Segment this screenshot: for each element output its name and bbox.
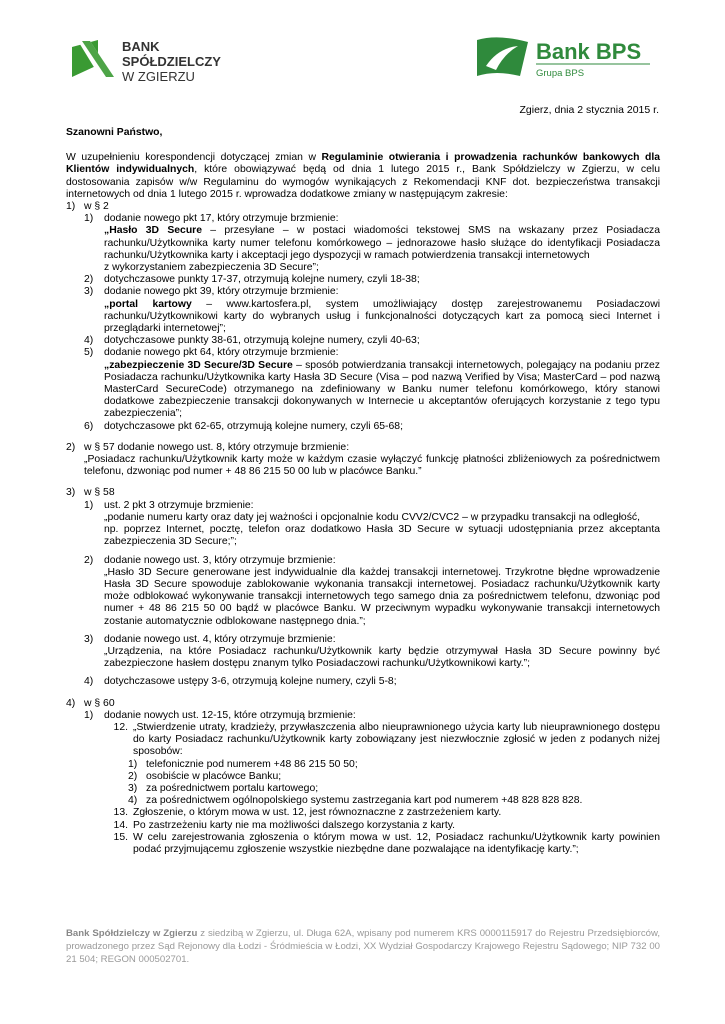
item-text: telefonicznie pod numerem +48 86 215 50 50; <box>146 758 358 770</box>
list-item <box>84 213 660 274</box>
section-2 <box>66 442 660 479</box>
item-text: dodanie nowego pkt 17, który otrzymuje brzmienie: <box>104 213 339 225</box>
list-number: 1) <box>84 499 94 511</box>
item-text: Zgłoszenie, o którym mowa w ust. 12, jest równoznaczne z zastrzeżeniem karty. <box>133 807 502 819</box>
list-number: 3) <box>66 487 76 499</box>
quote-text-cont: np. poprzez Internet, pocztę, telefon oraz dodatkowo Hasła 3D Secure w sytuacji udostępniania przez akceptanta zabezpieczenia 3D Secure;”; <box>104 524 660 548</box>
paragraph-13 <box>104 807 660 819</box>
list-item <box>84 347 660 420</box>
item-text: ust. 2 pkt 3 otrzymuje brzmienie: <box>104 499 254 511</box>
list-item <box>84 676 660 688</box>
quote-text: „podanie numeru karty oraz daty jej ważności i opcjonalnie kodu CVV2/CVC2 – w przypadku transakcji na odległość, <box>104 511 640 523</box>
item-text: dodanie nowych ust. 12-15, które otrzymują brzmienie: <box>104 709 356 721</box>
list-number: 4) <box>66 697 76 709</box>
intro-paragraph <box>66 152 660 201</box>
logo-bps-sub: Grupa BPS <box>536 68 585 79</box>
term-definition: – sposób potwierdzania transakcji internetowych, polegający na podaniu przez Posiadacza rachunku/Użytkownika karty Hasła 3D Secure (Visa – pod nazwą Verified by Visa; MasterCard – pod nazwą MasterCard SecureCode) otrzymanego na zdefiniowany w Banku numer telefonu komórkowego, który stanowi dodatkowe zabezpieczenie transakcji dokonywanych w Internecie u akceptantów oferujących korzystanie z tego typu zabezpieczenia”; <box>104 359 661 420</box>
sub-item <box>128 771 660 783</box>
list-number: 2) <box>66 441 76 453</box>
section-1 <box>66 201 660 213</box>
footer-text: z siedzibą w Zgierzu, ul. Długa 62A, wpisany pod numerem KRS 0000115917 do Rejestru Przedsiębiorców, prowadzonego przez Sąd Rejonowy dla Łodzi - Śródmieścia w Łodzi, XX Wydział Gospodarczy Krajowego Rejestru Sądowego; NIP 732 00 21 504; REGON 000502701. <box>66 928 661 965</box>
list-number: 1) <box>84 213 94 225</box>
section-title: w § 60 <box>84 697 115 709</box>
list-item <box>84 500 660 549</box>
intro-text-2: , które obowiązywać będą od dnia 1 lutego 2015 r., Bank Spółdzielczy w Zgierzu, w celu dostosowania zapisów w/w Regulaminu do wymogów wynikających z Rekomendacji KNF dot. bezpieczeństwa transakcji internetowych od dnia 1 lutego 2015 r. wprowadza dodatkowe zmiany w następującym zakresie: <box>66 164 660 200</box>
logo-line1: BANK <box>122 39 160 54</box>
bank-spoldzielczy-logo <box>70 37 240 88</box>
item-text: dodanie nowego ust. 3, który otrzymuje brzmienie: <box>104 554 336 566</box>
list-item <box>84 421 660 433</box>
list-number: 2) <box>128 770 138 782</box>
footer-bank-name: Bank Spółdzielczy w Zgierzu <box>66 928 198 939</box>
item-text: dotychczasowe punkty 17-37, otrzymują kolejne numery, czyli 18-38; <box>104 274 420 286</box>
page-footer <box>66 928 660 966</box>
list-number: 4) <box>84 335 94 347</box>
list-number: 1) <box>84 709 94 721</box>
term-definition: – www.kartosfera.pl, system umożliwiający dostęp zarejestrowanemu Posiadaczowi rachunku/Użytkownikowi karty do wybranych usług i funkcjonalności dotyczących kart za pomocą sieci Internet i przeglądarki internetowej”; <box>104 298 661 335</box>
bank-bps-logo <box>474 36 654 85</box>
item-text: dotychczasowe punkty 38-61, otrzymują kolejne numery, czyli 40-63; <box>104 335 420 347</box>
item-text: dotychczasowe ustępy 3-6, otrzymują kolejne numery, czyli 5-8; <box>104 676 397 688</box>
list-number: 4) <box>128 795 138 807</box>
item-text: dodanie nowego pkt 39, który otrzymuje brzmienie: <box>104 286 339 298</box>
list-item <box>84 634 660 671</box>
bps-logo-icon <box>474 36 654 80</box>
intro-text-1: W uzupełnieniu korespondencji dotyczącej zmian w <box>66 152 322 164</box>
list-number: 5) <box>84 347 94 359</box>
sub-item <box>128 795 660 807</box>
item-text: „Stwierdzenie utraty, kradzieży, przywłaszczenia albo nieuprawnionego użycia karty lub nieuprawnionego dostępu do karty Posiadacz rachunku/Użytkownik karty zobowiązany jest niezwłocznie zgłosić w jeden z podanych niżej sposobów: <box>133 721 660 758</box>
list-number: 3) <box>128 782 138 794</box>
section-title: w § 57 dodanie nowego ust. 8, który otrzymuje brzmienie: <box>84 441 350 453</box>
salutation: Szanowni Państwo, <box>66 127 163 138</box>
list-number: 14. <box>113 819 128 831</box>
list-item <box>84 286 660 335</box>
letter-body <box>66 127 660 856</box>
list-item <box>84 555 660 628</box>
quote-text: „Hasło 3D Secure generowane jest indywidualnie dla każdej transakcji internetowej. Trzykrotne błędne wprowadzenie Hasła 3D Secure spowoduje zablokowanie wykonania transakcji internetowej. Posiadacz rachunku/Użytkownik karty może odblokować wykonywanie transakcji internetowych tego samego dnia za pośrednictwem telefonu, dzwoniąc pod numer + 48 86 215 50 00 bądź w placówce Banku. W przeciwnym wypadku wykonywanie transakcji internetowych zostanie automatycznie odblokowane następnego dnia.”; <box>104 566 660 627</box>
list-number: 12. <box>113 721 128 733</box>
term-definition: – przesyłane – w postaci wiadomości tekstowej SMS na wskazany przez Posiadacza rachunku/Użytkownika karty numer telefonu komórkowego – jednorazowe hasło służące do identyfikacji Posiadacza rachunku/Użytkownika karty i akceptacji jego dyspozycji w ramach potwierdzenia transakcji internetowych <box>104 225 660 261</box>
sub-item <box>128 759 660 771</box>
item-text: dodanie nowego ust. 4, który otrzymuje brzmienie: <box>104 633 336 645</box>
quote-text: „Urządzenia, na które Posiadacz rachunku/Użytkownik karty będzie otrzymywał Hasła 3D Secure powinny być zabezpieczone hasłem dostępu znanym tylko Posiadaczowi rachunku/Użytkownikowi karty.”; <box>104 645 660 670</box>
list-item <box>84 274 660 286</box>
regulation-title: Regulaminie otwierania i prowadzenia rachunków bankowych dla Klientów indywidualnych <box>66 152 661 176</box>
item-text: za pośrednictwem ogólnopolskiego systemu zastrzegania kart pod numerem +48 828 828 828. <box>146 795 583 807</box>
section-3 <box>66 487 660 499</box>
list-number: 4) <box>84 676 94 688</box>
item-text: W celu zarejestrowania zgłoszenia o którym mowa w ust. 12, Posiadacz rachunku/Użytkownik karty powinien podać przyjmującemu zgłoszenie wszystkie niezbędne dane pozwalające na identyfikację karty.”; <box>133 831 660 855</box>
quote-text: „Posiadacz rachunku/Użytkownik karty może w każdym czasie wyłączyć funkcję płatności zbliżeniowych za pośrednictwem telefonu, dzwoniąc pod numer + 48 86 215 50 00 lub w placówce Banku.” <box>84 454 660 478</box>
list-item <box>84 710 660 722</box>
term-bold: „zabezpieczenie 3D Secure/3D Secure <box>104 359 293 371</box>
list-number: 2) <box>84 274 94 286</box>
item-text: dodanie nowego pkt 64, który otrzymuje brzmienie: <box>104 347 339 359</box>
letter-date: Zgierz, dnia 2 stycznia 2015 r. <box>519 104 659 116</box>
list-number: 13. <box>113 807 128 819</box>
list-number: 15. <box>113 831 128 843</box>
list-number: 3) <box>84 286 94 298</box>
paragraph-12 <box>104 722 660 759</box>
sub-item <box>128 783 660 795</box>
item-text: osobiście w placówce Banku; <box>146 770 282 782</box>
list-number: 3) <box>84 633 94 645</box>
logo-line3: W ZGIERZU <box>122 69 195 83</box>
list-number: 2) <box>84 554 94 566</box>
term-bold: „portal kartowy <box>104 298 192 310</box>
list-number: 1) <box>66 201 76 213</box>
paragraph-14 <box>104 820 660 832</box>
logo-bps-name: Bank BPS <box>536 39 642 64</box>
list-number: 6) <box>84 420 94 432</box>
logo-line2: SPÓŁDZIELCZY <box>122 54 221 69</box>
item-text: za pośrednictwem portalu kartowego; <box>146 782 319 794</box>
item-text: dotychczasowe pkt 62-65, otrzymują kolejne numery, czyli 65-68; <box>104 420 403 432</box>
term-bold: „Hasło 3D Secure <box>104 225 202 237</box>
item-text: Po zastrzeżeniu karty nie ma możliwości dalszego korzystania z karty. <box>133 819 456 831</box>
section-title: w § 58 <box>84 487 115 499</box>
section-title: w § 2 <box>84 201 109 213</box>
term-definition-end: z wykorzystaniem zabezpieczenia 3D Secure”; <box>104 262 319 274</box>
paragraph-15 <box>104 832 660 856</box>
list-item <box>84 335 660 347</box>
bank-logo-icon <box>70 37 240 83</box>
list-number: 1) <box>128 758 138 770</box>
section-4 <box>66 698 660 710</box>
